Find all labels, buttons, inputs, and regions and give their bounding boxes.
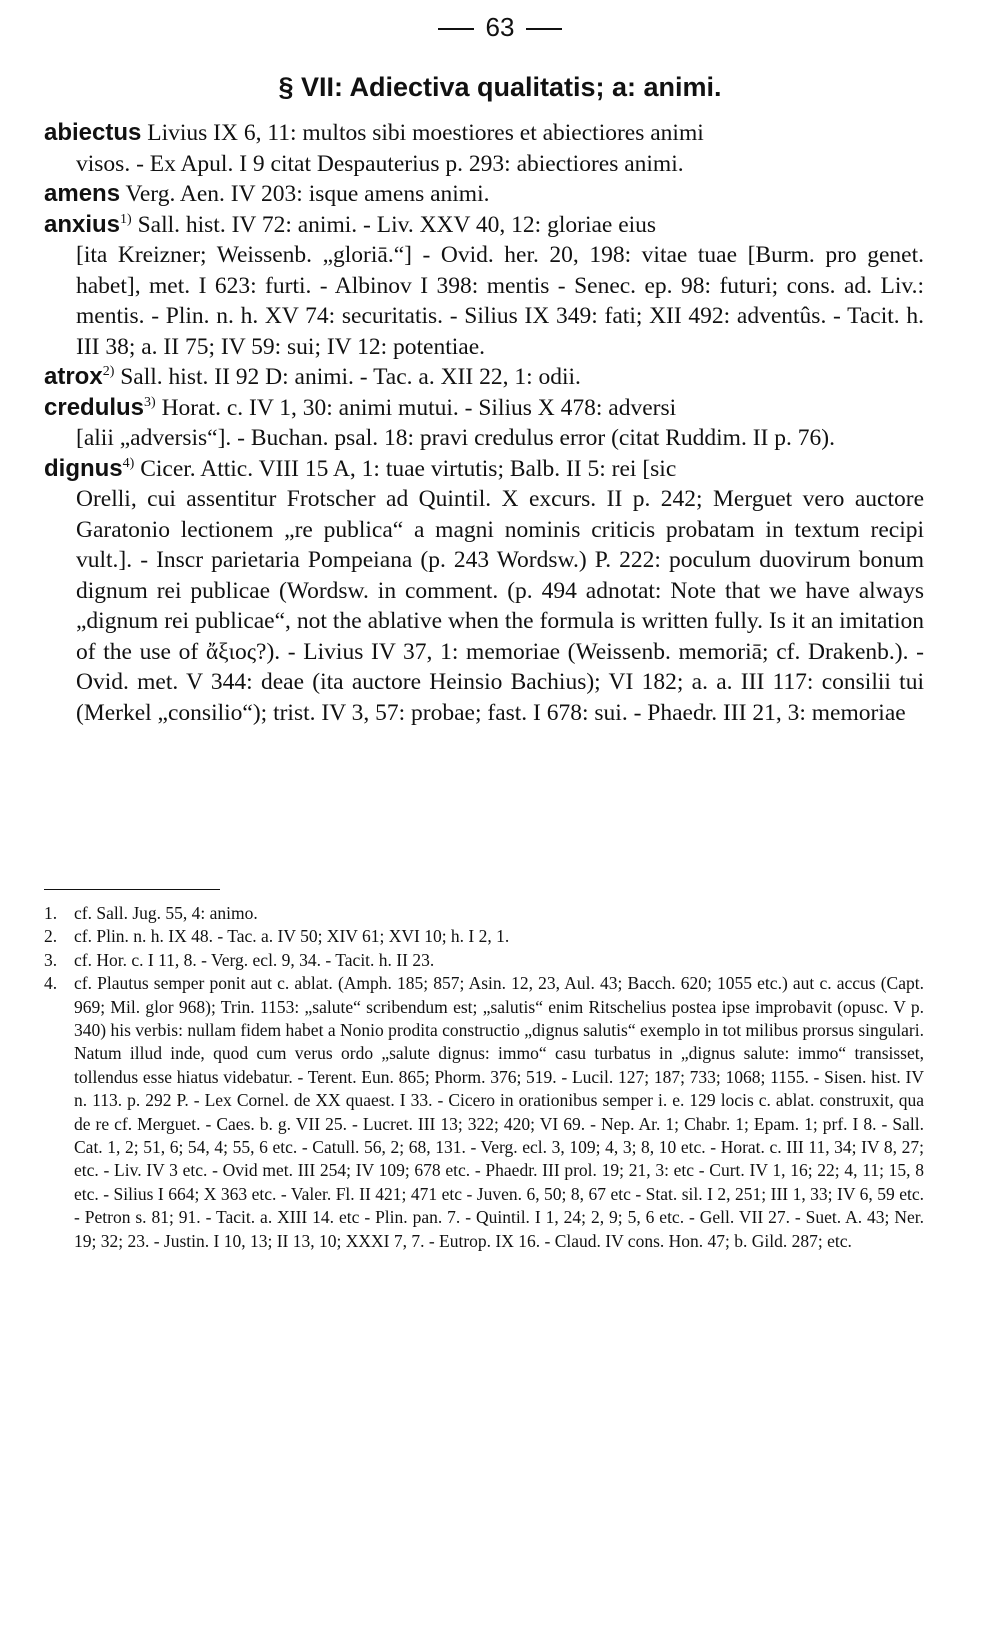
footnote-text: cf. Plin. n. h. IX 48. - Tac. a. IV 50; XIV 61; XVI 10; h. I 2, 1. (74, 926, 510, 947)
entry-atrox (44, 362, 924, 393)
entry-first-line: Horat. c. IV 1, 30: animi mutui. - Silius X 478: adversi (161, 394, 677, 421)
entry-first-line: Livius IX 6, 11: multos sibi moestiores et abiectiores animi (147, 120, 704, 146)
page-number (0, 12, 1000, 43)
entry-continuation: [alii „adversis“]. - Buchan. psal. 18: pravi credulus error (citat Ruddim. II p. 76). (76, 425, 835, 451)
entry-continuation: Orelli, cui assentitur Frotscher ad Quintil. X excurs. II p. 242; Merguet vero auctore Garatonio lectionem „re publica“ a magni nominis criticis probatam in textum recipi vult.]. - Inscr parietaria Pompeiana (p. 243 Wordsw.) P. 222: poculum duovirum bonum dignum rei publicae (Wordsw. in comment. (p. 494 adnotat: Note that we have always „dignum rei publicae“, not the ablative when the formula is written fully. Is it an imitation of the use of ἄξιος?). - Livius IV 37, 1: memoriae (Weissenb. memoriā; cf. Drakenb.). - Ovid. met. V 344: deae (ita auctore Heinsio Bachius); VI 182; a. a. III 117: consilii tui (Merkel „consilio“); trist. IV 3, 57: probae; fast. I 678: sui. - Phaedr. III 21, 3: memoriae (76, 486, 924, 726)
page-number-text: 63 (485, 12, 515, 42)
footnote-4 (44, 972, 924, 1253)
section-heading: § VII: Adiectiva qualitatis; a: animi. (278, 72, 722, 102)
lemma: amens (44, 180, 121, 207)
entry-first-line: Cicer. Attic. VIII 15 A, 1: tuae virtutis; Balb. II 5: rei [sic (140, 455, 677, 482)
footnote-number: 3. (44, 949, 58, 970)
footnote-marker: 3) (144, 394, 156, 410)
page-number-dash-right (526, 28, 562, 30)
footnote-1 (44, 902, 924, 925)
entry-first-line: Verg. Aen. IV 203: isque amens animi. (125, 181, 490, 207)
footnote-text: cf. Hor. c. I 11, 8. - Verg. ecl. 9, 34. - Tacit. h. II 23. (74, 949, 435, 970)
lemma: abiectus (44, 119, 142, 146)
footnote-text: cf. Plautus semper ponit aut c. ablat. (Amph. 185; 857; Asin. 12, 23, Aul. 43; Bacch. 620; 1055 etc.) aut c. accus (Capt. 969; Mil. glor 968); Trin. 1153: „salute“ scribendum est; „salutis“ enim Ritschelius postea ipse improbavit (opusc. V p. 340) his verbis: nullam fidem habet a Nonio prodita constructio „dignus salutis“ exemplo in tot milibus prorsus singulari. Natum illud inde, quod cum verus ordo „salute dignus: immo“ casu turbatus in „dignus salute: immo“ transisset, tollendus esse hiatus videbatur. - Terent. Eun. 865; Phorm. 376; 519. - Lucil. 127; 187; 733; 1068; 1155. - Sisen. hist. IV n. 113. p. 292 P. - Lex Cornel. de XX quaest. I 33. - Cicero in orationibus semper i. e. 129 locis c. ablat. construxit, qua de re cf. Merguet. - Caes. b. g. VII 25. - Lucret. III 13; 322; 420; VI 69. - Nep. Ar. 1; Chabr. 1; Epam. 1; prf. I 8. - Sall. Cat. 1, 2; 51, 6; 54, 4; 55, 6 etc. - Catull. 56, 2; 68, 131. - Verg. ecl. 3, 109; 4, 3; 8, 10 etc. - Horat. c. III 11, 34; IV 8, 27; etc. - Liv. IV 3 etc. - Ovid met. III 254; IV 109; 678 etc. - Phaedr. III prol. 19; 21, 3: etc - Curt. IV 1, 16; 22; 4, 11; 15, 8 etc. - Silius I 664; X 363 etc. - Valer. Fl. II 421; 471 etc - Juven. 6, 50; 8, 67 etc - Stat. sil. I 2, 251; III 1, 33; IV 6, 59 etc. - Petron s. 81; 91. - Tacit. a. XIII 14. etc - Plin. pan. 7. - Quintil. I 1, 24; 2, 9; 5, 6 etc. - Gell. VII 27. - Suet. A. 43; Ner. 19; 32; 23. - Justin. I 10, 13; II 13, 10; XXXI 7, 7. - Eutrop. IX 16. - Claud. IV cons. Hon. 47; b. Gild. 287; etc. (74, 973, 924, 1251)
footnote-marker: 1) (120, 211, 132, 227)
lemma: credulus (44, 393, 145, 421)
footnote-3 (44, 949, 924, 972)
entry-first-line: Sall. hist. II 92 D: animi. - Tac. a. XII 22, 1: odii. (120, 364, 581, 390)
lemma: anxius (44, 210, 121, 238)
entry-list (44, 118, 924, 728)
entry-continuation: visos. - Ex Apul. I 9 citat Despauterius p. 293: abiectiores animi. (76, 150, 684, 177)
entry-amens (44, 179, 924, 210)
entry-dignus (44, 454, 924, 729)
footnote-2 (44, 925, 924, 948)
footnote-marker: 4) (122, 455, 135, 471)
entry-credulus (44, 393, 924, 454)
entry-abiectus (44, 118, 924, 179)
entry-first-line: Sall. hist. IV 72: animi. - Liv. XXV 40, 12: gloriae eius (137, 211, 657, 238)
lemma: dignus (44, 454, 123, 482)
footnote-rule (44, 889, 220, 890)
footnote-number: 1. (44, 903, 58, 923)
lemma: atrox (44, 363, 103, 390)
footnote-number: 2. (44, 926, 58, 947)
footnotes (44, 902, 924, 1253)
footnote-number: 4. (44, 973, 58, 994)
entry-anxius (44, 210, 924, 363)
footnote-text: cf. Sall. Jug. 55, 4: animo. (74, 903, 258, 923)
footnote-marker: 2) (102, 364, 115, 380)
entry-continuation: [ita Kreizner; Weissenb. „gloriā.“] - Ovid. her. 20, 198: vitae tuae [Burm. pro genet. habet], met. I 623: furti. - Albinov I 398: mentis - Senec. ep. 98: futuri; cons. ad. Liv.: mentis. - Plin. n. h. XV 74: securitatis. - Silius IX 349: fati; XII 492: adventûs. - Tacit. h. III 38; a. II 75; IV 59: sui; IV 12: potentiae. (76, 242, 924, 360)
page-number-dash-left (438, 28, 474, 30)
